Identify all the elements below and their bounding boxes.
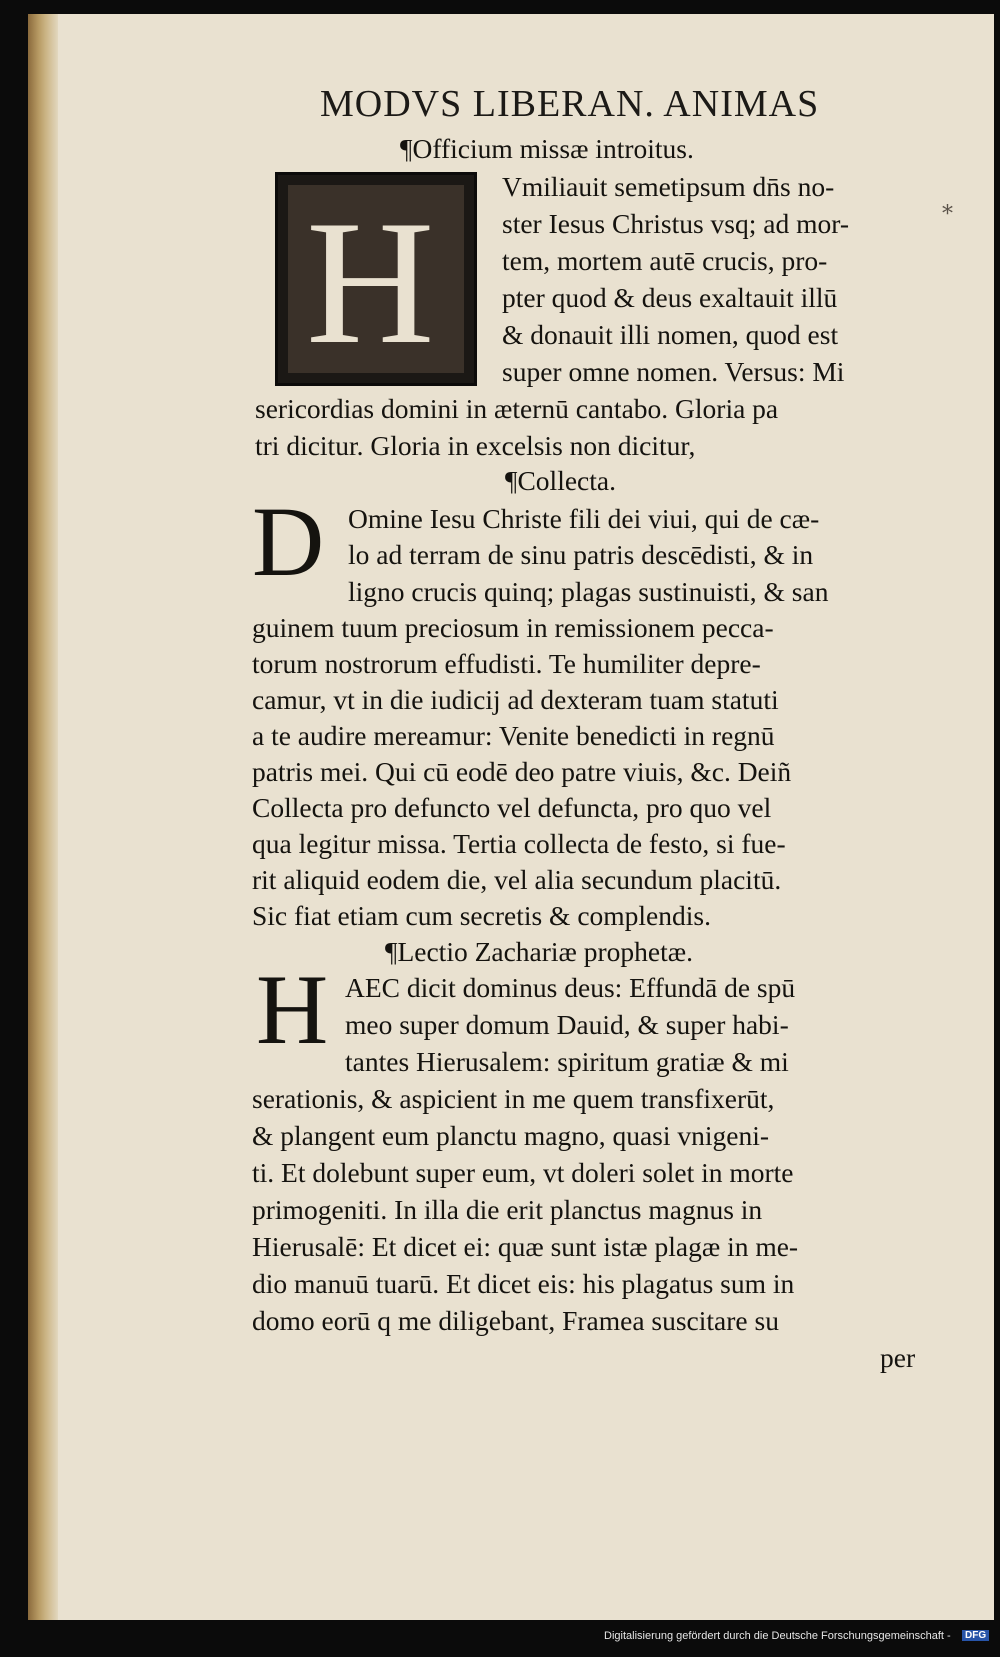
collect-line: torum nostrorum effudisti. Te humiliter depre- — [252, 648, 761, 679]
collect-line: rit aliquid eodem die, vel alia secundum placitū. — [252, 864, 782, 895]
lesson-line: dio manuū tuarū. Et dicet eis: his plagatus sum in — [252, 1268, 795, 1299]
introit-line: & donauit illi nomen, quod est — [502, 319, 839, 350]
dfg-logo: DFG — [962, 1630, 989, 1641]
pilcrow-icon: ¶ — [505, 465, 518, 496]
introit-line: tri dicitur. Gloria in excelsis non dicitur, — [255, 430, 696, 461]
woodcut-initial-letter: H — [306, 183, 435, 381]
collect-line: qua legitur missa. Tertia collecta de festo, si fue- — [252, 828, 786, 859]
collect-line: a te audire mereamur: Venite benedicti in regnū — [252, 720, 775, 751]
lesson-line: Hierusalē: Et dicet ei: quæ sunt istæ plagæ in me- — [252, 1231, 799, 1262]
introit-line: ster Iesus Christus vsq; ad mor- — [502, 208, 849, 239]
collect-line: guinem tuum preciosum in remissionem pecca- — [252, 612, 774, 643]
collect-line: Omine Iesu Christe fili dei viui, qui de cæ- — [348, 503, 820, 534]
introit-line: pter quod & deus exaltauit illū — [502, 282, 838, 313]
margin-mark: * — [942, 202, 953, 227]
lesson-rubric: ¶Lectio Zachariæ prophetæ. — [385, 936, 693, 967]
running-header: MODVS LIBERAN. ANIMAS — [320, 83, 820, 125]
collect-drop-initial: D — [252, 486, 325, 597]
catchword: per — [880, 1342, 916, 1373]
collect-rubric: ¶Collecta. — [505, 465, 616, 496]
lesson-line: & plangent eum planctu magno, quasi vnigeni- — [252, 1120, 770, 1151]
lesson-drop-initial: H — [256, 954, 329, 1065]
introit-line: Vmiliauit semetipsum dn̄s no- — [502, 171, 835, 202]
woodcut-initial-image — [275, 172, 477, 386]
introit-rubric: ¶Officium missæ introitus. — [400, 133, 694, 164]
collect-line: Sic fiat etiam cum secretis & complendis. — [252, 900, 711, 931]
lesson-line: meo super domum Dauid, & super habi- — [345, 1009, 789, 1040]
digitization-credit: Digitalisierung gefördert durch die Deutsche Forschungsgemeinschaft - — [604, 1630, 951, 1642]
lesson-line: primogeniti. In illa die erit planctus magnus in — [252, 1194, 763, 1225]
lesson-line: tantes Hierusalem: spiritum gratiæ & mi — [345, 1046, 789, 1077]
collect-line: Collecta pro defuncto vel defuncta, pro quo vel — [252, 792, 772, 823]
lesson-line: AEC dicit dominus deus: Effundā de spū — [345, 972, 796, 1003]
lesson-line: domo eorū q me diligebant, Framea suscitare su — [252, 1305, 779, 1336]
lesson-line: serationis, & aspicient in me quem transfixerūt, — [252, 1083, 775, 1114]
collect-line: patris mei. Qui cū eodē deo patre viuis, &c. Deiñ — [252, 756, 792, 787]
collect-line: lo ad terram de sinu patris descēdisti, & in — [348, 539, 814, 570]
pilcrow-icon: ¶ — [385, 936, 398, 967]
introit-line: super omne nomen. Versus: Mi — [502, 356, 845, 387]
pilcrow-icon: ¶ — [400, 133, 413, 164]
page-edge — [28, 14, 58, 1620]
introit-line: tem, mortem autē crucis, pro- — [502, 245, 828, 276]
lesson-line: ti. Et dolebunt super eum, vt doleri solet in morte — [252, 1157, 794, 1188]
introit-line: sericordias domini in æternū cantabo. Gloria pa — [255, 393, 779, 424]
collect-line: ligno crucis quinq; plagas sustinuisti, & san — [348, 576, 829, 607]
collect-line: camur, vt in die iudicij ad dexteram tuam statuti — [252, 684, 779, 715]
